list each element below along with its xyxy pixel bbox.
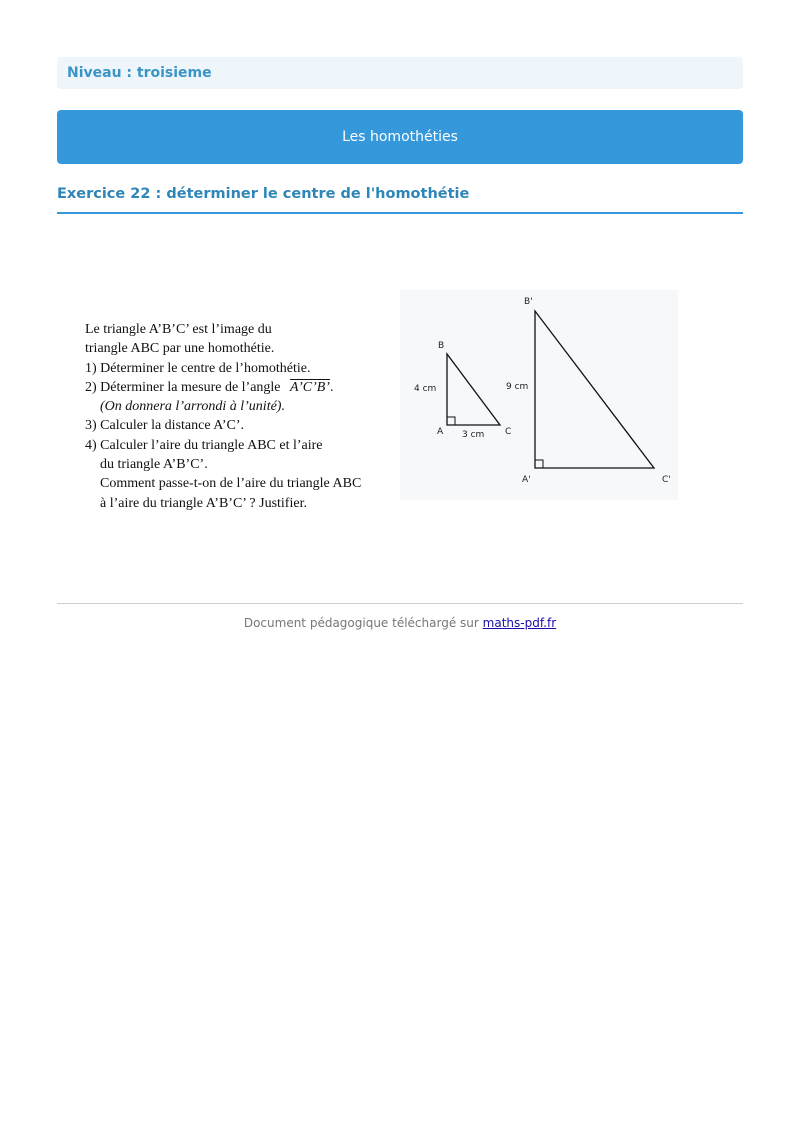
large-side-ab: 9 cm [506,382,529,392]
small-label-b: B [438,341,445,351]
large-label-c: C' [662,475,671,485]
question-1: 1) Déterminer le centre de l’homothétie. [85,360,311,376]
large-label-a: A' [522,475,531,485]
exercise-title-underline [57,212,743,214]
small-side-ab: 4 cm [414,384,437,394]
question-2-note: (On donnera l’arrondi à l’unité). [100,399,285,415]
footer-text: Document pédagogique téléchargé sur [243,616,479,630]
question-2-text: 2) Déterminer la mesure de l’angle [85,379,281,395]
angle-notation: A’C’B’ [290,379,330,395]
chapter-title: Les homothéties [342,129,458,145]
small-label-a: A [437,427,444,437]
question-2 [85,378,385,397]
level-badge: Niveau : troisieme [57,57,743,89]
question-4-followup: Comment passe-t-on de l’aire du triangle ABC [100,476,362,492]
small-side-ac: 3 cm [462,430,485,440]
footer-divider [57,603,743,604]
small-right-angle-mark [447,417,455,425]
large-right-angle-mark [535,460,543,468]
exercise-title: Exercice 22 : déterminer le centre de l'homothétie [57,186,470,202]
question-2-period: . [329,379,334,395]
exercise-statement [85,320,385,513]
triangles-figure [400,290,678,500]
question-4-continued: du triangle A’B’C’. [100,457,208,473]
large-triangle [535,311,654,468]
statement-line: triangle ABC par une homothétie. [85,341,275,357]
question-4: 4) Calculer l’aire du triangle ABC et l’aire [85,437,323,453]
large-label-b: B' [524,297,533,307]
small-triangle [447,354,500,425]
question-4-justify: à l’aire du triangle A’B’C’ ? Justifier. [100,495,307,511]
footer [57,616,743,630]
chapter-banner [57,110,743,164]
question-3: 3) Calculer la distance A’C’. [85,418,245,434]
footer-link[interactable]: maths-pdf.fr [482,616,557,630]
statement-line: Le triangle A’B’C’ est l’image du [85,322,272,337]
triangles-diagram [400,290,678,500]
small-label-c: C [505,427,512,437]
